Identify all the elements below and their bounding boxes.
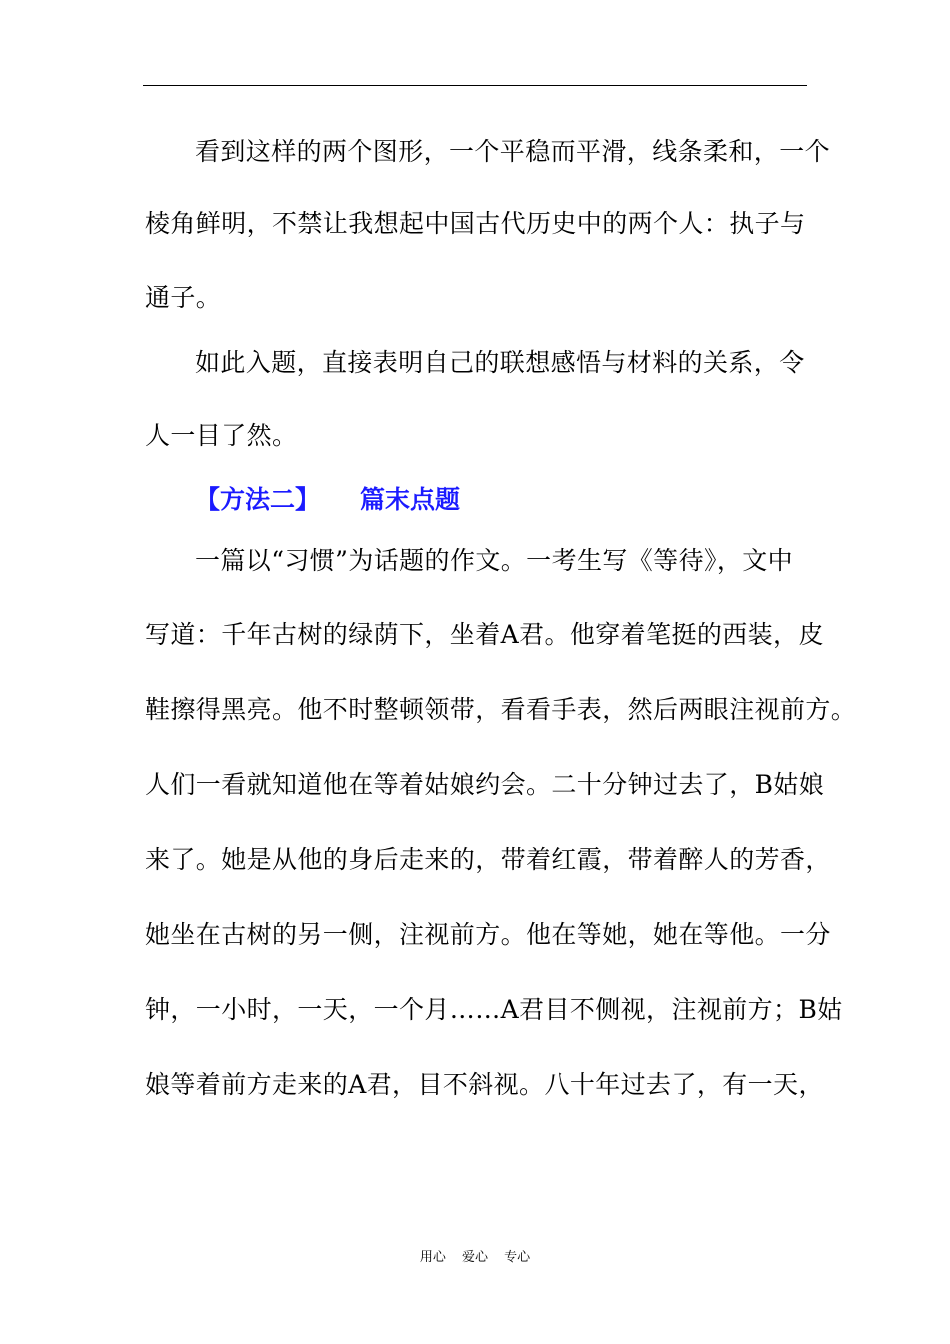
- page-footer: 用心 爱心 专心: [419, 1250, 531, 1265]
- paragraph-3-line-4: 人们一看就知道他在等着姑娘约会。二十分钟过去了，B姑娘: [145, 770, 825, 799]
- paragraph-3-line-8: 娘等着前方走来的A君，目不斜视。八十年过去了，有一天，: [145, 1070, 824, 1099]
- header-rule: [143, 85, 807, 86]
- section-heading: [195, 485, 460, 515]
- paragraph-2-line-1: 如此入题，直接表明自己的联想感悟与材料的关系，令: [195, 348, 805, 377]
- paragraph-2-line-2: 人一目了然。: [145, 421, 298, 450]
- paragraph-1-line-3: 通子。: [145, 283, 222, 312]
- paragraph-3-line-6: 她坐在古树的另一侧，注视前方。他在等她，她在等他。一分: [145, 920, 831, 949]
- paragraph-1-line-1: 看到这样的两个图形，一个平稳而平滑，线条柔和，一个: [195, 137, 831, 166]
- paragraph-3-line-5: 来了。她是从他的身后走来的，带着红霞，带着醉人的芳香，: [145, 845, 831, 874]
- paragraph-3-line-7: 钟，一小时，一天，一个月……A君目不侧视，注视前方；B姑: [145, 995, 843, 1024]
- section-heading-title: 篇末点题: [360, 485, 461, 514]
- paragraph-3-line-1: 一篇以“习惯”为话题的作文。一考生写《等待》，文中: [195, 546, 794, 575]
- paragraph-1-line-2: 棱角鲜明，不禁让我想起中国古代历史中的两个人：执子与: [145, 209, 806, 238]
- section-heading-tag: 【方法二】: [195, 485, 321, 514]
- paragraph-3-line-3: 鞋擦得黑亮。他不时整顿领带，看看手表，然后两眼注视前方。: [145, 695, 857, 724]
- paragraph-3-line-2: 写道：千年古树的绿荫下，坐着A君。他穿着笔挺的西装，皮: [145, 620, 824, 649]
